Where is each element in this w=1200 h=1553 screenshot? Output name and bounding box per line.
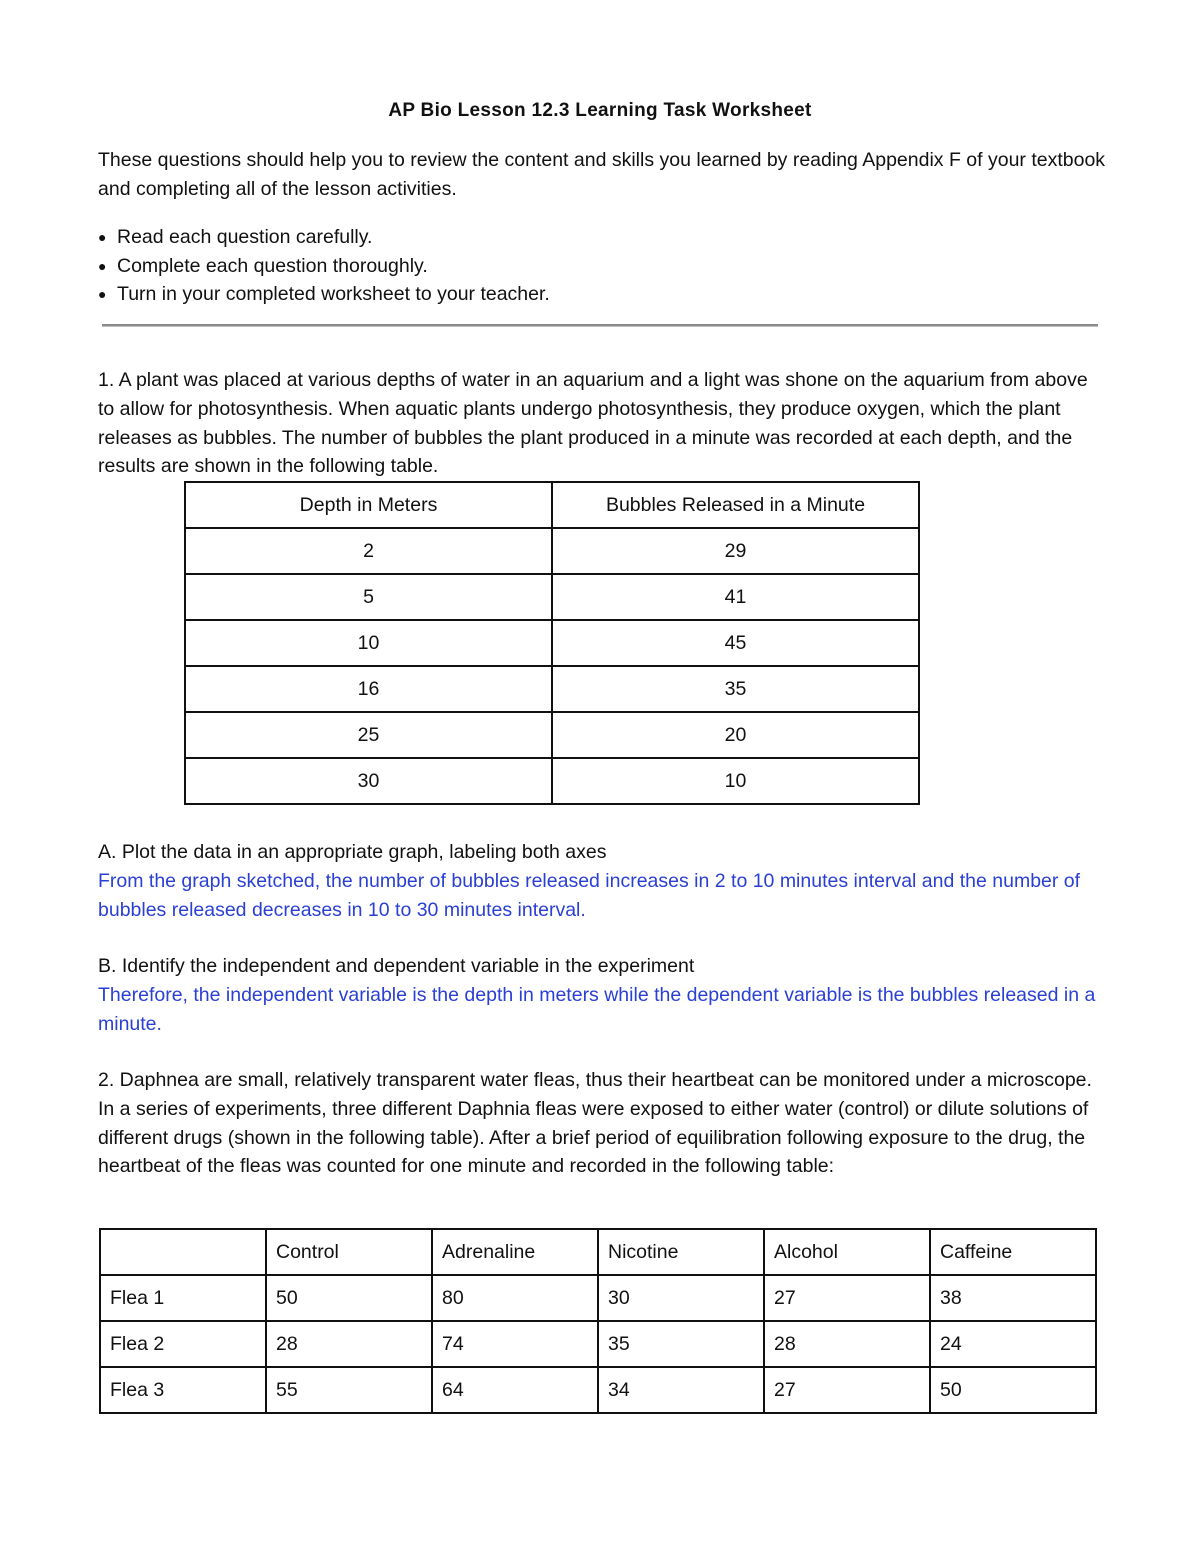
- table-cell: 10: [552, 758, 919, 804]
- bullet-icon: ●: [98, 286, 107, 303]
- list-item: [98, 280, 550, 309]
- table-row: [185, 620, 919, 666]
- table-header-cell: Alcohol: [764, 1229, 930, 1275]
- question-2-text: 2. Daphnea are small, relatively transparent water fleas, thus their heartbeat can be monitored under a microscope. In a series of experiments, three different Daphnia fleas were exposed to either water (control) or dilute solutions of different drugs (shown in the following table). After a brief period of equilibration following exposure to the drug, the heartbeat of the fleas was counted for one minute and recorded in the following table:: [98, 1069, 1092, 1178]
- table-cell: 35: [552, 666, 919, 712]
- flea-heartbeat-table: [99, 1228, 1097, 1414]
- table-cell: 50: [930, 1367, 1096, 1413]
- table-cell: 16: [185, 666, 552, 712]
- instruction-list: [98, 223, 550, 309]
- table-row: [100, 1321, 1096, 1367]
- table-row: [185, 712, 919, 758]
- table-cell: 50: [266, 1275, 432, 1321]
- question-1b-text: B. Identify the independent and dependent variable in the experiment: [98, 955, 695, 977]
- table-cell: 45: [552, 620, 919, 666]
- table-cell: 2: [185, 528, 552, 574]
- table-cell: 34: [598, 1367, 764, 1413]
- table-header-cell: Depth in Meters: [185, 482, 552, 528]
- question-1a-text: A. Plot the data in an appropriate graph, labeling both axes: [98, 841, 607, 863]
- table-cell: 29: [552, 528, 919, 574]
- answer-1a-text: From the graph sketched, the number of bubbles released increases in 2 to 10 minutes interval and the number of bubbles released decreases in 10 to 30 minutes interval.: [98, 870, 1081, 921]
- bullet-icon: ●: [98, 257, 107, 274]
- table-header-cell: Bubbles Released in a Minute: [552, 482, 919, 528]
- table-row: [100, 1367, 1096, 1413]
- instruction-text: Read each question carefully.: [117, 226, 373, 248]
- table-row: [185, 758, 919, 804]
- table-cell: 64: [432, 1367, 598, 1413]
- table-cell: 27: [764, 1367, 930, 1413]
- table-cell: Flea 1: [100, 1275, 266, 1321]
- table-cell: 24: [930, 1321, 1096, 1367]
- answer-1b-text: Therefore, the independent variable is the depth in meters while the dependent variable is the bubbles released in a minute.: [98, 984, 1096, 1035]
- table-row: [185, 574, 919, 620]
- table-cell: 20: [552, 712, 919, 758]
- table-cell: 38: [930, 1275, 1096, 1321]
- table-cell: Flea 2: [100, 1321, 266, 1367]
- table-cell: 41: [552, 574, 919, 620]
- table-header-row: [100, 1229, 1096, 1275]
- table-cell: 80: [432, 1275, 598, 1321]
- table-header-cell: Nicotine: [598, 1229, 764, 1275]
- list-item: [98, 252, 550, 281]
- instruction-text: Turn in your completed worksheet to your teacher.: [117, 283, 550, 306]
- table-header-row: [185, 482, 919, 528]
- table-row: [100, 1275, 1096, 1321]
- intro-paragraph: These questions should help you to review the content and skills you learned by reading Appendix F of your textbook and completing all of the lesson activities.: [98, 149, 1106, 200]
- table-cell: 55: [266, 1367, 432, 1413]
- depth-bubbles-table: [184, 481, 920, 805]
- question-1-text: 1. A plant was placed at various depths of water in an aquarium and a light was shone on the aquarium from above to allow for photosynthesis. When aquatic plants undergo photosynthesis, they produce oxygen, which the plant releases as bubbles. The number of bubbles the plant produced in a minute was recorded at each depth, and the results are shown in the following table.: [98, 369, 1088, 478]
- table-cell: 30: [185, 758, 552, 804]
- table-header-cell: Control: [266, 1229, 432, 1275]
- table-header-cell: Adrenaline: [432, 1229, 598, 1275]
- table-row: [185, 666, 919, 712]
- table-cell: 27: [764, 1275, 930, 1321]
- table-row: [185, 528, 919, 574]
- page-title: AP Bio Lesson 12.3 Learning Task Worksheet: [388, 100, 812, 121]
- instruction-text: Complete each question thoroughly.: [117, 254, 428, 277]
- bullet-icon: ●: [98, 229, 107, 245]
- table-cell: 28: [764, 1321, 930, 1367]
- table-cell: 74: [432, 1321, 598, 1367]
- table-cell: Flea 3: [100, 1367, 266, 1413]
- table-header-cell: [100, 1229, 266, 1275]
- table-cell: 28: [266, 1321, 432, 1367]
- table-cell: 5: [185, 574, 552, 620]
- table-cell: 35: [598, 1321, 764, 1367]
- table-cell: 30: [598, 1275, 764, 1321]
- table-header-cell: Caffeine: [930, 1229, 1096, 1275]
- table-cell: 25: [185, 712, 552, 758]
- table-cell: 10: [185, 620, 552, 666]
- list-item: [98, 223, 550, 252]
- horizontal-divider: [102, 324, 1098, 327]
